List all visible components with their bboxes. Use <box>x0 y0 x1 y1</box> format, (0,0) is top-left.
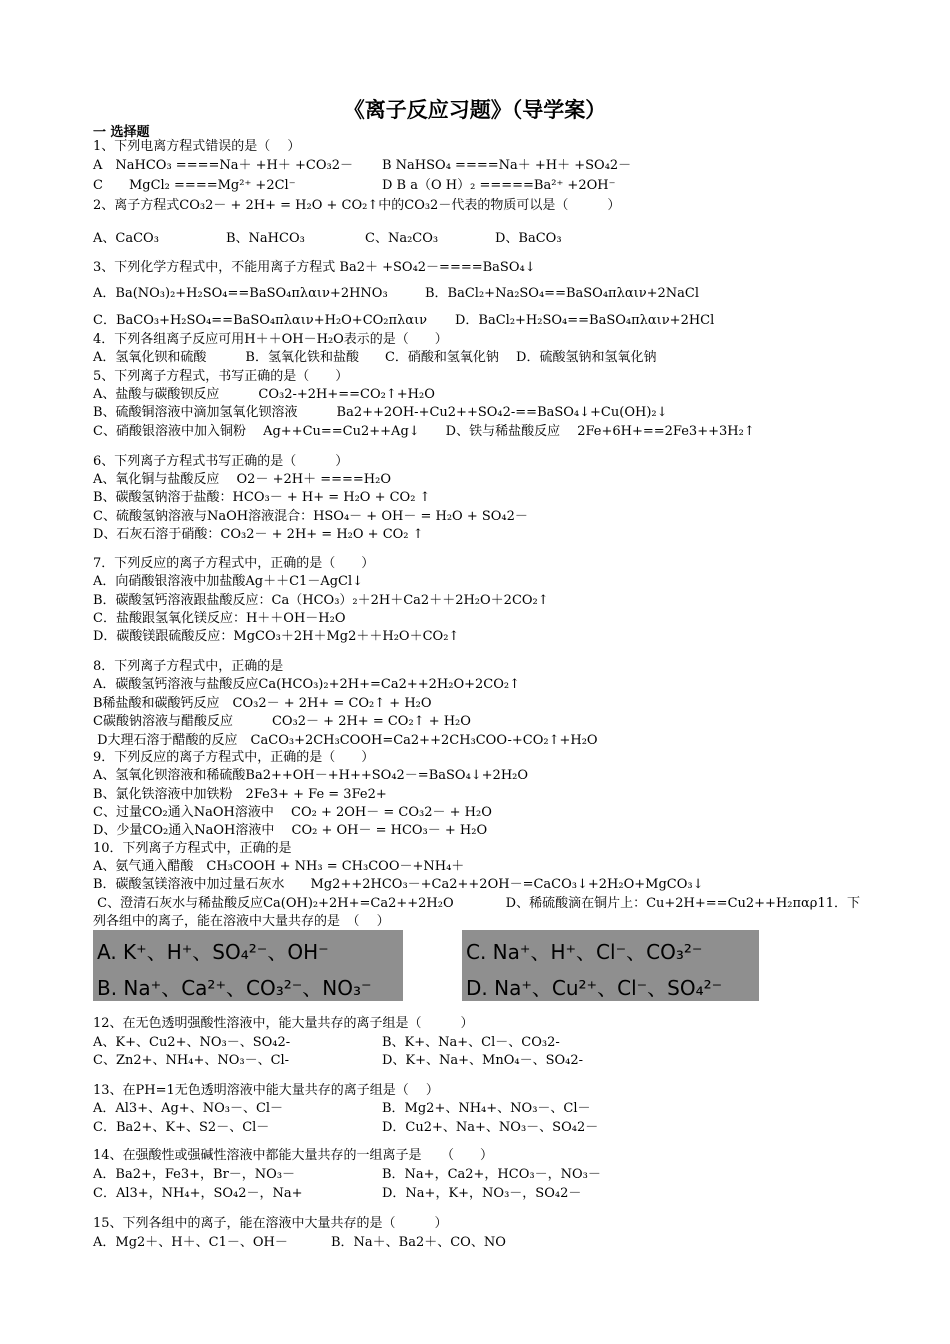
text-line: 2、离子方程式CO₃2－ + 2H+ = H₂O + CO₂↑中的CO₃2－代表的物质可以是（ ） <box>93 198 621 213</box>
text-line: 8．下列离子方程式中，正确的是 <box>93 659 284 674</box>
text-line: A、氧化铜与盐酸反应 O2－ +2H＋ ====H₂O <box>93 472 391 487</box>
text-line: C．BaCO₃+H₂SO₄==BaSO₄πλαιν+H₂O+CO₂πλαιν <box>93 313 428 328</box>
text-line: D、BaCO₃ <box>495 231 562 246</box>
text-line: 9．下列反应的离子方程式中，正确的是（ ） <box>93 750 375 765</box>
text-line: C．盐酸跟氢氧化镁反应：H＋＋OH－H₂O <box>93 611 346 626</box>
text-line: A．氢氧化钡和硫酸 B．氢氧化铁和盐酸 C．硝酸和氢氧化钠 D．硫酸氢钠和氢氧化钠 <box>93 350 657 365</box>
text-line: D、K+、Na+、MnO₄－、SO₄2- <box>382 1053 584 1068</box>
options-image-right <box>462 930 759 1001</box>
text-line: A．Mg2＋、H＋、C1－、OH－ B．Na＋、Ba2＋、CO、NO <box>93 1235 506 1250</box>
text-line: A．碳酸氢钙溶液与盐酸反应Ca(HCO₃)₂+2H+=Ca2++2H₂O+2CO₂↑ <box>93 677 520 692</box>
text-line: C．Ba2+、K+、S2－、Cl－ <box>93 1120 270 1135</box>
text-line: C MgCl₂ ====Mg²⁺ +2Cl⁻ <box>93 178 296 193</box>
text-line: D、石灰石溶于硝酸：CO₃2－ + 2H+ = H₂O + CO₂ ↑ <box>93 527 424 542</box>
text-line: B、碳酸氢钠溶于盐酸：HCO₃－ + H+ = H₂O + CO₂ ↑ <box>93 490 431 505</box>
text-line: 7．下列反应的离子方程式中，正确的是（ ） <box>93 556 375 571</box>
text-line: B．Na+，Ca2+，HCO₃－，NO₃－ <box>382 1167 601 1182</box>
text-line: A、CaCO₃ <box>93 231 159 246</box>
text-line: B稀盐酸和碳酸钙反应 CO₃2－ + 2H+ = CO₂↑ + H₂O <box>93 696 432 711</box>
text-line: 4．下列各组离子反应可用H＋＋OH－H₂O表示的是（ ） <box>93 332 448 347</box>
text-line: C、硝酸银溶液中加入铜粉 Ag++Cu==Cu2++Ag↓ D、铁与稀盐酸反应 2Fe+6H+==2Fe3++3H₂↑ <box>93 424 755 439</box>
text-line: 13、在PH=1无色透明溶液中能大量共存的离子组是（ ） <box>93 1083 439 1098</box>
text-line: B．碳酸氢钙溶液跟盐酸反应：Ca（HCO₃）₂＋2H＋Ca2＋＋2H₂O＋2CO₂↑ <box>93 593 549 608</box>
text-line: C．Al3+，NH₄+，SO₄2－，Na+ <box>93 1186 303 1201</box>
text-line: D B a（O H）₂ =====Ba²⁺ +2OH⁻ <box>382 178 616 193</box>
text-line: D大理石溶于醋酸的反应 CaCO₃+2CH₃COOH=Ca2++2CH₃COO-+CO₂↑+H₂O <box>93 733 598 748</box>
option-d: D. Na⁺、Cu²⁺、Cl⁻、SO₄²⁻ <box>466 976 723 1000</box>
text-line: C碳酸钠溶液与醋酸反应 CO₃2－ + 2H+ = CO₂↑ + H₂O <box>93 714 471 729</box>
text-line: B．Mg2+、NH₄+、NO₃－、Cl－ <box>382 1101 591 1116</box>
text-line: 14、在强酸性或强碱性溶液中都能大量共存的一组离子是 （ ） <box>93 1148 494 1163</box>
text-line: D、少量CO₂通入NaOH溶液中 CO₂ + OH－ = HCO₃－ + H₂O <box>93 823 488 838</box>
text-line: B、氯化铁溶液中加铁粉 2Fe3+ + Fe = 3Fe2+ <box>93 787 387 802</box>
text-line: 5、下列离子方程式，书写正确的是（ ） <box>93 369 349 384</box>
text-line: 3、下列化学方程式中，不能用离子方程式 Ba2＋ +SO₄2－====BaSO₄↓ <box>93 260 536 275</box>
text-line: A、氨气通入醋酸 CH₃COOH + NH₃ = CH₃COO－+NH₄＋ <box>93 859 465 874</box>
text-line: 12、在无色透明强酸性溶液中，能大量共存的离子组是（ ） <box>93 1016 474 1031</box>
text-line: 1、下列电离方程式错误的是（ ） <box>93 139 301 154</box>
text-line: C、澄清石灰水与稀盐酸反应Ca(OH)₂+2H+=Ca2++2H₂O D、稀硫酸滴在铜片上：Cu+2H+==Cu2++H₂παρ11．下 <box>93 896 860 911</box>
text-line: B、NaHCO₃ <box>226 231 305 246</box>
text-line: C、硫酸氢钠溶液与NaOH溶液混合：HSO₄－ + OH－ = H₂O + SO₄2－ <box>93 509 528 524</box>
text-line: D．BaCl₂+H₂SO₄==BaSO₄πλαιν+2HCl <box>455 313 715 328</box>
section-heading: 一 选择题 <box>93 125 150 140</box>
option-c: C. Na⁺、H⁺、Cl⁻、CO₃²⁻ <box>466 940 703 964</box>
text-line: B、K+、Na+、Cl－、CO₃2- <box>382 1035 560 1050</box>
text-line: A、K+、Cu2+、NO₃－、SO₄2- <box>93 1035 291 1050</box>
text-line: A、氢氧化钡溶液和稀硫酸Ba2++OH－+H++SO₄2－=BaSO₄↓+2H₂O <box>93 768 529 783</box>
text-line: B．BaCl₂+Na₂SO₄==BaSO₄πλαιν+2NaCl <box>425 286 699 301</box>
text-line: B．碳酸氢镁溶液中加过量石灰水 Mg2++2HCO₃－+Ca2++2OH－=CaCO₃↓+2H₂O+MgCO₃↓ <box>93 877 704 892</box>
text-line: 6、下列离子方程式书写正确的是（ ） <box>93 454 349 469</box>
text-line: D．碳酸镁跟硫酸反应：MgCO₃＋2H＋Mg2＋＋H₂O＋CO₂↑ <box>93 629 460 644</box>
text-line: A NaHCO₃ ====Na＋ +H＋ +CO₃2－ <box>93 158 353 173</box>
option-b: B. Na⁺、Ca²⁺、CO₃²⁻、NO₃⁻ <box>97 976 372 1000</box>
text-line: B、硫酸铜溶液中滴加氢氧化钡溶液 Ba2++2OH-+Cu2++SO₄2-==BaSO₄↓+Cu(OH)₂↓ <box>93 405 668 420</box>
text-line: D．Na+，K+，NO₃－，SO₄2－ <box>382 1186 582 1201</box>
text-line: A．向硝酸银溶液中加盐酸Ag＋＋C1－AgCl↓ <box>93 574 364 589</box>
page-title: 《离子反应习题》（导学案） <box>343 98 607 122</box>
text-line: A．Ba2+，Fe3+，Br－，NO₃－ <box>93 1167 296 1182</box>
text-line: A、盐酸与碳酸钡反应 CO₃2-+2H+==CO₂↑+H₂O <box>93 387 435 402</box>
text-line: C、Na₂CO₃ <box>365 231 439 246</box>
text-line: 15、下列各组中的离子，能在溶液中大量共存的是（ ） <box>93 1216 448 1231</box>
text-line: C、过量CO₂通入NaOH溶液中 CO₂ + 2OH－ = CO₃2－ + H₂O <box>93 805 492 820</box>
text-line: 列各组中的离子，能在溶液中大量共存的是 （ ） <box>93 914 390 929</box>
text-line: A．Ba(NO₃)₂+H₂SO₄==BaSO₄πλαιν+2HNO₃ <box>93 286 388 301</box>
text-line: D．Cu2+、Na+、NO₃－、SO₄2－ <box>382 1120 599 1135</box>
text-line: B NaHSO₄ ====Na＋ +H＋ +SO₄2－ <box>382 158 632 173</box>
options-image-left <box>93 930 403 1001</box>
text-line: A．Al3+、Ag+、NO₃－、Cl－ <box>93 1101 284 1116</box>
text-line: 10．下列离子方程式中，正确的是 <box>93 841 292 856</box>
text-line: C、Zn2+、NH₄+、NO₃－、Cl- <box>93 1053 290 1068</box>
option-a: A. K⁺、H⁺、SO₄²⁻、OH⁻ <box>97 940 329 964</box>
